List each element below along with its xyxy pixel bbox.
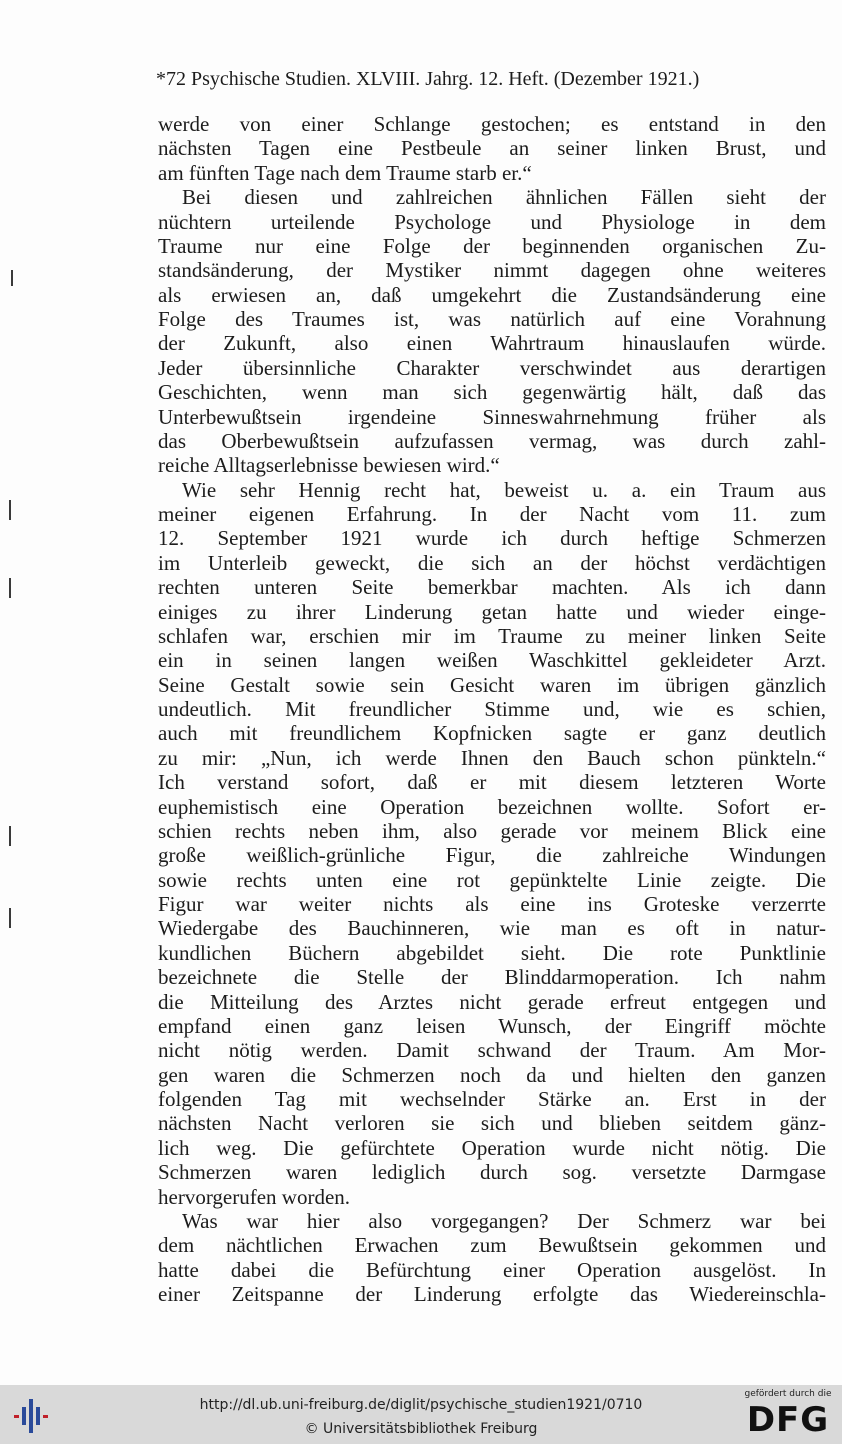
footer-url-link[interactable]: http://dl.ub.uni-freiburg.de/diglit/psychische_studien1921/0710 <box>199 1397 643 1413</box>
dfg-logo: DFG <box>746 1400 830 1440</box>
text-line: 12. September 1921 wurde ich durch heftige Schmerzen <box>158 526 826 551</box>
text-line: Traume nur eine Folge der beginnenden organischen Zu- <box>158 233 826 258</box>
margin-mark <box>9 500 11 520</box>
page-header: *72 Psychische Studien. XLVIII. Jahrg. 12. Heft. (Dezember 1921.) <box>156 68 700 90</box>
text-line: die Mitteilung des Arztes nicht gerade erfreut entgegen und <box>158 989 826 1014</box>
text-line: sowie rechts unten eine rot gepünktelte Linie zeigte. Die <box>158 867 826 892</box>
margin-mark <box>9 826 11 846</box>
text-line: bezeichnete die Stelle der Blinddarmoperation. Ich nahm <box>158 965 826 990</box>
text-line: empfand einen ganz leisen Wunsch, der Eingriff möchte <box>158 1013 826 1038</box>
dfg-funding-badge <box>742 1389 834 1441</box>
text-line: im Unterleib geweckt, die sich an der höchst verdächtigen <box>158 550 826 575</box>
text-line: Wie sehr Hennig recht hat, beweist u. a. ein Traum aus <box>182 477 826 502</box>
text-line: Schmerzen waren lediglich durch sog. versetzte Darmgase <box>158 1160 826 1185</box>
text-line: Folge des Traumes ist, was natürlich auf eine Vorahnung <box>158 307 826 331</box>
body-text <box>158 112 826 1306</box>
text-line: Figur war weiter nichts als eine ins Groteske verzerrte <box>158 892 826 916</box>
footer-bar <box>0 1385 842 1444</box>
dfg-caption: gefördert durch die <box>744 1389 832 1399</box>
text-line: undeutlich. Mit freundlicher Stimme und, wie es schien, <box>158 697 826 721</box>
text-line: folgenden Tag mit wechselnder Stärke an. Erst in der <box>158 1087 826 1111</box>
text-line: lich weg. Die gefürchtete Operation wurde nicht nötig. Die <box>158 1135 826 1160</box>
footer-copyright: © Universitätsbibliothek Freiburg <box>304 1421 538 1437</box>
text-line: standsänderung, der Mystiker nimmt dagegen ohne weiteres <box>158 258 826 283</box>
text-line: reiche Alltagserlebnisse bewiesen wird.“ <box>158 453 500 478</box>
text-line: auch mit freundlichem Kopfnicken sagte er ganz deutlich <box>158 721 826 746</box>
text-line: Seine Gestalt sowie sein Gesicht waren im übrigen gänzlich <box>158 672 826 697</box>
text-line: werde von einer Schlange gestochen; es entstand in den <box>158 112 826 136</box>
text-line: das Oberbewußtsein aufzufassen vermag, was durch zahl- <box>158 428 826 453</box>
text-line: Wiedergabe des Bauchinneren, wie man es oft in natur- <box>158 916 826 941</box>
text-line: nüchtern urteilende Psychologe und Physiologe in dem <box>158 209 826 234</box>
text-line: meiner eigenen Erfahrung. In der Nacht vom 11. zum <box>158 502 826 526</box>
text-line: schien rechts neben ihm, also gerade vor meinem Blick eine <box>158 818 826 843</box>
text-line: einer Zeitspanne der Linderung erfolgte das Wiedereinschla- <box>158 1282 826 1306</box>
text-line: gen waren die Schmerzen noch da und hielten den ganzen <box>158 1062 826 1087</box>
text-line: nächsten Tagen eine Pestbeule an seiner linken Brust, und <box>158 136 826 161</box>
text-line: hatte dabei die Befürchtung einer Operation ausgelöst. In <box>158 1257 826 1282</box>
text-line: dem nächtlichen Erwachen zum Bewußtsein gekommen und <box>158 1233 826 1258</box>
text-line: der Zukunft, also einen Wahrtraum hinauslaufen würde. <box>158 331 826 356</box>
text-line: Bei diesen und zahlreichen ähnlichen Fällen sieht der <box>182 185 826 210</box>
text-line: ein in seinen langen weißen Waschkittel gekleideter Arzt. <box>158 648 826 673</box>
text-line: schlafen war, erschien mir im Traume zu meiner linken Seite <box>158 623 826 648</box>
text-line: zu mir: „Nun, ich werde Ihnen den Bauch schon pünkteln.“ <box>158 745 826 770</box>
text-line: Was war hier also vorgegangen? Der Schmerz war bei <box>182 1208 826 1233</box>
text-line: kundlichen Büchern abgebildet sieht. Die rote Punktlinie <box>158 940 826 965</box>
text-line: am fünften Tage nach dem Traume starb er.“ <box>158 160 532 185</box>
text-line: Geschichten, wenn man sich gegenwärtig hält, daß das <box>158 380 826 405</box>
text-line: Unterbewußtsein irgendeine Sinneswahrnehmung früher als <box>158 404 826 429</box>
text-line: nicht nötig werden. Damit schwand der Traum. Am Mor- <box>158 1038 826 1063</box>
text-line: als erwiesen an, daß umgekehrt die Zustandsänderung eine <box>158 282 826 307</box>
margin-mark <box>9 578 11 598</box>
text-line: hervorgerufen worden. <box>158 1184 351 1209</box>
text-line: rechten unteren Seite bemerkbar machten. Als ich dann <box>158 575 826 600</box>
margin-mark <box>11 270 13 286</box>
text-line: große weißlich-grünliche Figur, die zahlreiche Windungen <box>158 843 826 868</box>
text-line: euphemistisch eine Operation bezeichnen wollte. Sofort er- <box>158 794 826 819</box>
margin-mark <box>9 908 11 928</box>
text-line: Jeder übersinnliche Charakter verschwindet aus derartigen <box>158 355 826 380</box>
text-line: einiges zu ihrer Linderung getan hatte und wieder einge- <box>158 599 826 624</box>
text-line: Ich verstand sofort, daß er mit diesem letzteren Worte <box>158 770 826 795</box>
text-line: nächsten Nacht verloren sie sich und blieben seitdem gänz- <box>158 1111 826 1136</box>
